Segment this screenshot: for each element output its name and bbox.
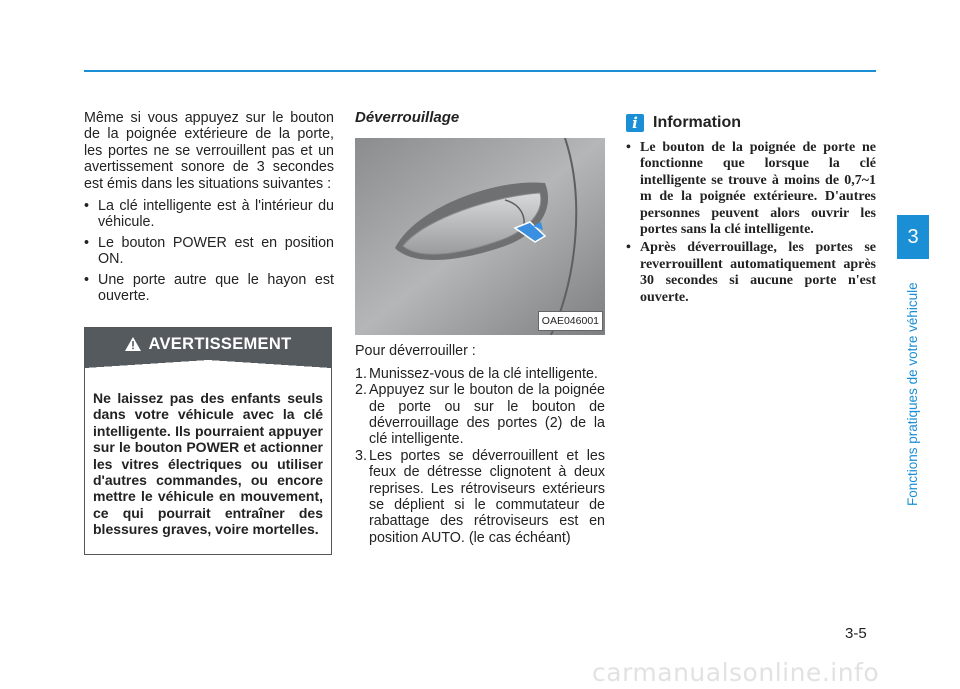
chapter-title-wrap [898,268,928,506]
step-number: 1. [355,365,367,382]
chapter-tab: 3 [897,215,929,259]
step-item [355,448,605,546]
step-text: Appuyez sur le bouton de la poignée de porte ou sur le bouton de déverrouillage des portes (2) de la clé intelligente. [369,382,605,448]
step-number: 3. [355,447,367,464]
watermark: carmanualsonline.info [592,658,880,687]
step-item [355,366,605,382]
step-number: 2. [355,382,367,399]
top-rule [84,70,876,72]
column-middle [355,110,605,546]
info-header [626,114,876,132]
info-item: • Le bouton de la poignée de porte ne fonctionne que lorsque la clé intelligente se trouve à moins de 0,7~1 m de la poignée extérieure. D'autres personnes peuvent alors ouvrir les portes sans la clé intelligente. [626,140,876,238]
info-icon: i [626,114,644,132]
bullet-item: • Une porte autre que le hayon est ouverte. [84,272,334,305]
info-item: • Après déverrouillage, les portes se reverrouillent automatiquement après 30 secondes si aucune porte n'est ouverte. [626,240,876,306]
step-item [355,382,605,448]
page-number: 3-5 [845,625,867,642]
column-right [626,110,876,308]
step-text: Munissez-vous de la clé intelligente. [369,365,598,382]
unlock-lead: Pour déverrouiller : [355,343,476,360]
image-reference-label: OAE046001 [538,311,603,331]
bullet-item: • La clé intelligente est à l'intérieur du véhicule. [84,198,334,231]
info-title: Information [653,113,741,131]
warning-title: AVERTISSEMENT [148,334,292,353]
section-heading: Déverrouillage [355,109,460,126]
column-left [84,110,334,308]
warning-triangle-icon [125,337,141,351]
chapter-title: Fonctions pratiques de votre véhicule [905,282,920,506]
intro-paragraph: Même si vous appuyez sur le bouton de la poignée extérieure de la porte, les portes ne se verrouillent pas et un avertissement sonore de 3 secondes est émis dans les situations suivantes : [84,110,334,192]
warning-box [84,327,332,555]
step-text: Les portes se déverrouillent et les feux de détresse clignotent à deux reprises. Les rétroviseurs extérieurs se déplient si le commutateur de rabattage des rétroviseurs est en position AUTO. (le cas échéant) [369,447,605,546]
warning-title-bar [85,328,331,360]
door-handle-illustration [355,138,605,335]
door-handle-photo [355,138,605,335]
bullet-item: • Le bouton POWER est en position ON. [84,235,334,268]
warning-text: Ne laissez pas des enfants seuls dans votre véhicule avec la clé intelligente. Ils pourraient appuyer sur le bouton POWER et actionner les vitres électriques ou utiliser d'autres commandes, ou encore mettre le véhicule en mouvement, ce qui pourrait entraîner des blessures graves, voire mortelles. [93,390,323,538]
